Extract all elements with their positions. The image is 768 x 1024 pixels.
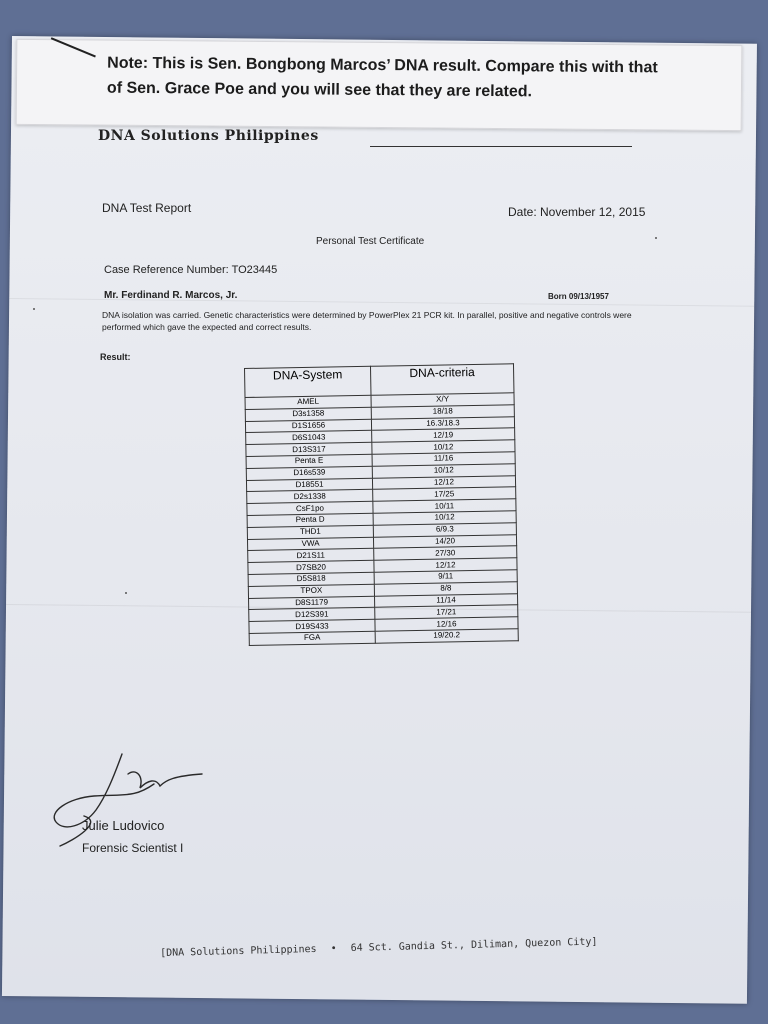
result-label: Result: — [100, 352, 131, 362]
signature-mark — [44, 736, 214, 856]
dna-criteria-cell: 8/8 — [374, 582, 517, 596]
dna-system-cell: D13S317 — [246, 442, 372, 456]
company-name: DNA Solutions Philippines — [98, 128, 319, 144]
dna-criteria-cell: 19/20.2 — [375, 629, 518, 643]
dna-criteria-cell: 11/16 — [372, 452, 515, 466]
dna-criteria-cell: 10/12 — [373, 511, 516, 525]
signatory-title: Forensic Scientist I — [82, 841, 184, 855]
note-banner — [16, 39, 743, 131]
dna-criteria-cell: 10/12 — [372, 464, 515, 478]
report-title: DNA Test Report — [102, 201, 192, 215]
dna-criteria-cell: 9/11 — [374, 570, 517, 584]
dna-system-cell: D16s539 — [246, 466, 372, 480]
signatory-name: Julie Ludovico — [82, 818, 165, 833]
dna-criteria-cell: 17/21 — [375, 605, 518, 619]
header-dna-criteria: DNA-criteria — [370, 364, 513, 395]
footer-address: 64 Sct. Gandia St., Diliman, Quezon City] — [350, 936, 598, 955]
dna-system-cell: D19S433 — [249, 619, 375, 633]
birth-date: Born 09/13/1957 — [548, 292, 609, 301]
dna-system-cell: D12S391 — [249, 608, 375, 622]
note-text: Note: This is Sen. Bongbong Marcos’ DNA result. Compare this with that of Sen. Grace Poe and you will see that they are related. — [106, 54, 658, 101]
dna-criteria-cell: 12/19 — [372, 428, 515, 442]
dna-system-cell: CsF1po — [247, 501, 373, 515]
dna-system-cell: D2s1338 — [247, 490, 373, 504]
dna-system-cell: D7SB20 — [248, 560, 374, 574]
subject-name: Mr. Ferdinand R. Marcos, Jr. — [104, 290, 238, 301]
certificate-title: Personal Test Certificate — [316, 236, 425, 247]
dna-criteria-cell: 27/30 — [374, 546, 517, 560]
paper-speck — [33, 308, 35, 310]
header-dna-system: DNA-System — [245, 366, 371, 397]
dna-system-cell: AMEL — [245, 395, 371, 409]
dna-criteria-cell: X/Y — [371, 393, 514, 407]
dna-criteria-cell: 12/16 — [375, 617, 518, 631]
dna-system-cell: THD1 — [247, 525, 373, 539]
dna-system-cell: D21S11 — [248, 549, 374, 563]
dna-system-cell: D6S1043 — [246, 431, 372, 445]
header-underline — [370, 146, 632, 147]
method-description: DNA isolation was carried. Genetic characteristics were determined by PowerPlex 21 PCR kit. In parallel, positive and negative controls were performed which gave the expected and correct results. — [102, 310, 632, 332]
paper-speck — [655, 237, 657, 239]
dna-system-cell: D5S818 — [248, 572, 374, 586]
pen-mark — [51, 37, 96, 57]
dna-results-table — [244, 363, 519, 645]
dna-system-cell: Penta D — [247, 513, 373, 527]
dna-criteria-cell: 12/12 — [372, 475, 515, 489]
dna-system-cell: D8S1179 — [249, 596, 375, 610]
footer-separator: • — [330, 943, 337, 955]
footer-company: [DNA Solutions Philippines — [160, 943, 317, 959]
dna-criteria-cell: 12/12 — [374, 558, 517, 572]
dna-system-cell: TPOX — [248, 584, 374, 598]
paper-speck — [125, 592, 127, 594]
dna-criteria-cell: 11/14 — [374, 593, 517, 607]
dna-system-cell: Penta E — [246, 454, 372, 468]
dna-criteria-cell: 10/12 — [372, 440, 515, 454]
case-reference: Case Reference Number: TO23445 — [104, 264, 278, 276]
dna-system-cell: FGA — [249, 631, 375, 645]
dna-system-cell: D18551 — [246, 478, 372, 492]
dna-criteria-cell: 18/18 — [371, 405, 514, 419]
table-header-row — [245, 364, 514, 398]
dna-criteria-cell: 17/25 — [373, 487, 516, 501]
dna-system-cell: D1S1656 — [245, 419, 371, 433]
dna-system-cell: D3s1358 — [245, 407, 371, 421]
dna-criteria-cell: 10/11 — [373, 499, 516, 513]
dna-criteria-cell: 14/20 — [373, 534, 516, 548]
dna-system-cell: VWA — [247, 537, 373, 551]
dna-criteria-cell: 16.3/18.3 — [371, 416, 514, 430]
dna-criteria-cell: 6/9.3 — [373, 523, 516, 537]
report-date: Date: November 12, 2015 — [508, 205, 646, 219]
